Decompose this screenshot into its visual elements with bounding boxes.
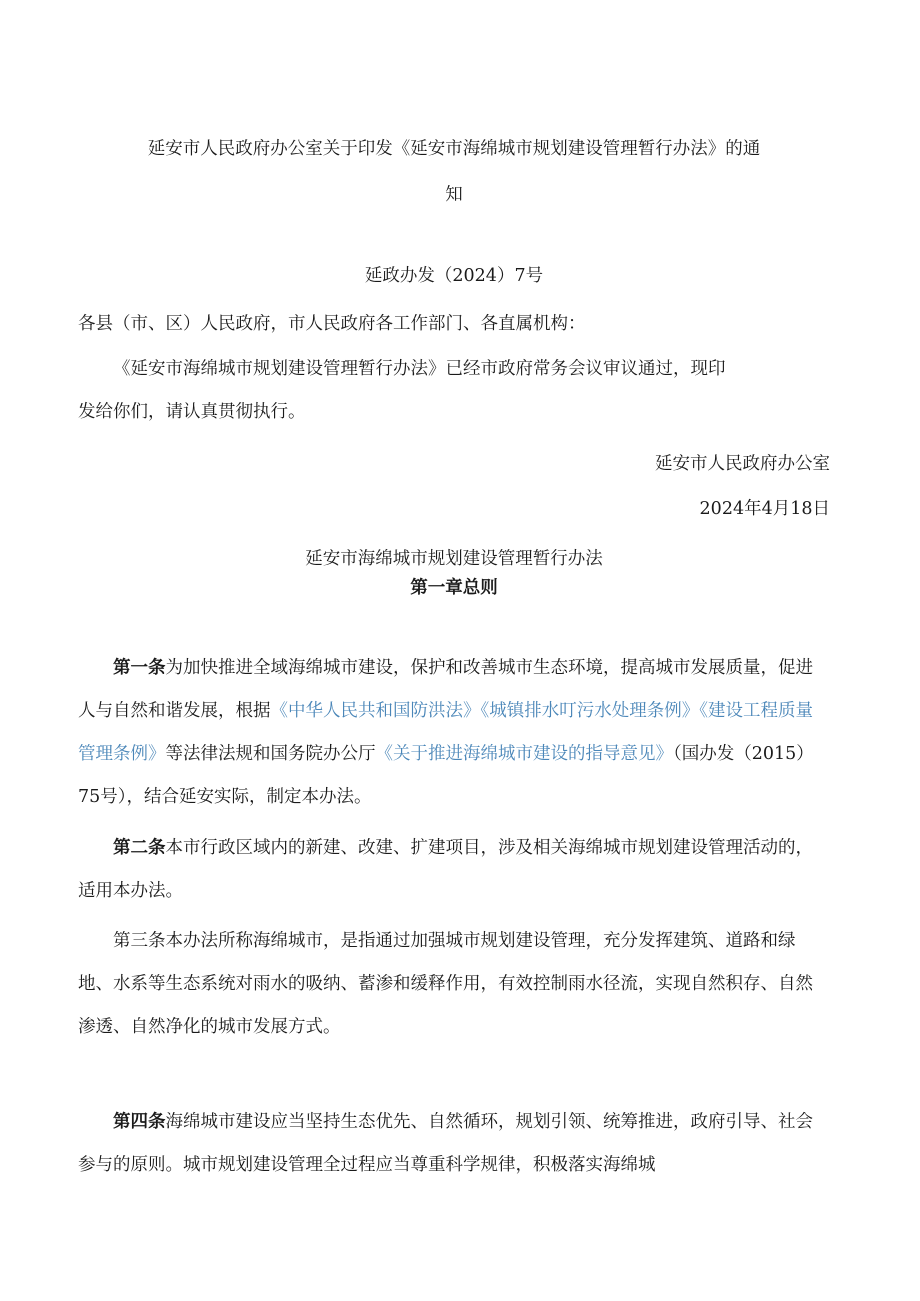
addressee: 各县（市、区）人民政府，市人民政府各工作部门、各直属机构： [78, 314, 586, 334]
law-link-flood-control[interactable]: 《中华人民共和国防洪法》 [270, 701, 481, 721]
article-label: 第一条 [113, 658, 166, 678]
law-link-construction-quality[interactable]: 《建设工程质量管理条例》 [78, 701, 813, 764]
signature-org: 延安市人民政府办公室 [655, 454, 830, 474]
article-4: 第四条海绵城市建设应当坚持生态优先、自然循环，规划引领、统筹推进，政府引导、社会参与的原则。城市规划建设管理全过程应当尊重科学规律，积极落实海绵城 [78, 1112, 813, 1175]
article-label: 第四条 [113, 1112, 166, 1132]
notice-title-line1: 延安市人民政府办公室关于印发《延安市海绵城市规划建设管理暂行办法》的通 [147, 139, 761, 159]
signature-date: 2024年4月18日 [699, 499, 830, 519]
article-1: 第一条为加快推进全域海绵城市建设，保护和改善城市生态环境，提高城市发展质量，促进人与自然和谐发展，根据《中华人民共和国防洪法》《城镇排水叮污水处理条例》《建设工程质量管理条例》等法律法规和国务院办公厅《关于推进海绵城市建设的指导意见》（国办发（2015）75号），结合延安实际，制定本办法。 [78, 658, 814, 807]
article-label: 第二条 [113, 838, 166, 858]
law-link-sponge-city-guidance[interactable]: 《关于推进海绵城市建设的指导意见》 [375, 744, 673, 764]
article-2: 第二条本市行政区域内的新建、改建、扩建项目，涉及相关海绵城市规划建设管理活动的，适用本办法。 [78, 838, 813, 901]
measures-title: 延安市海绵城市规划建设管理暂行办法 [305, 549, 603, 569]
notice-title [78, 126, 830, 218]
article-3: 第三条本办法所称海绵城市，是指通过加强城市规划建设管理，充分发挥建筑、道路和绿地、水系等生态系统对雨水的吸纳、蓄渗和缓释作用，有效控制雨水径流，实现自然积存、自然渗透、自然净化的城市发展方式。 [78, 931, 813, 1037]
notice-body: 《延安市海绵城市规划建设管理暂行办法》已经市政府常务会议审议通过，现印 发给你们，请认真贯彻执行。 [78, 359, 726, 422]
notice-title-line2: 知 [445, 185, 463, 205]
chapter-heading: 第一章总则 [410, 578, 498, 598]
law-link-drainage[interactable]: 《城镇排水叮污水处理条例》 [480, 701, 700, 721]
document-number: 延政办发（2024）7号 [364, 266, 544, 286]
